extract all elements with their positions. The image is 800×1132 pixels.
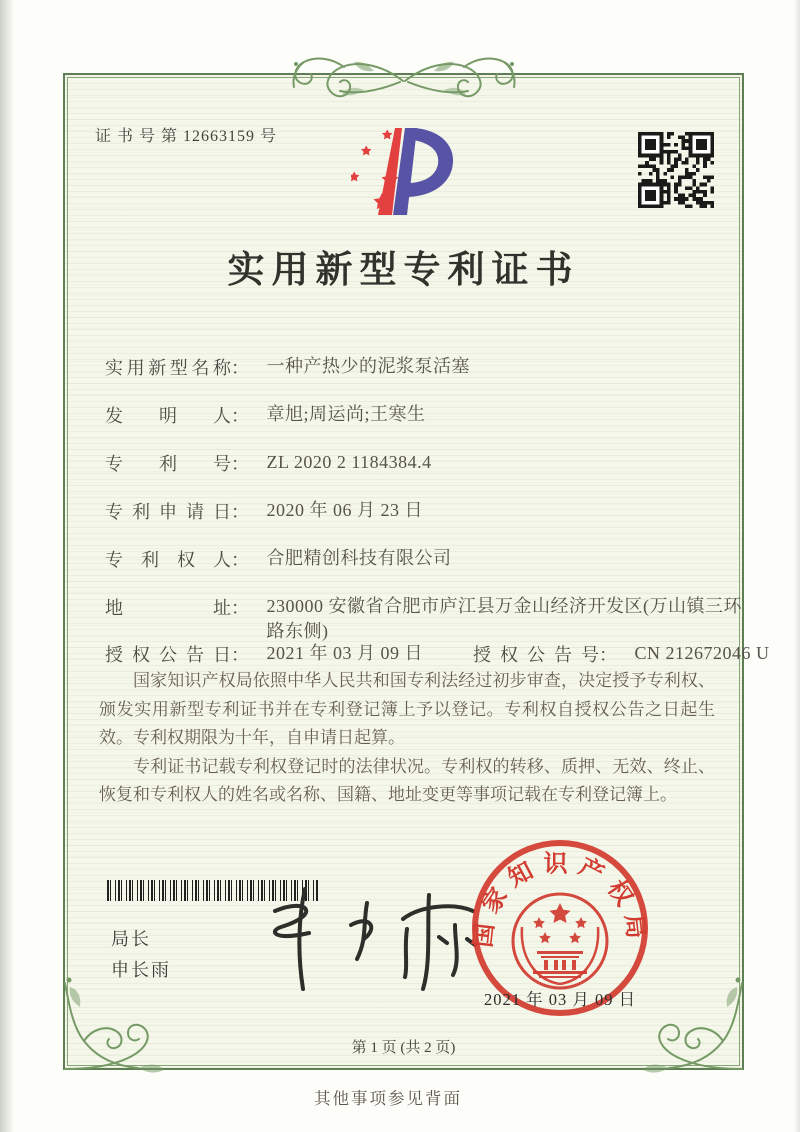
field-label: 实用新型名称: [105, 358, 231, 378]
back-note: 其他事项参见背面: [314, 1089, 462, 1108]
page-number: 第 1 页 (共 2 页): [351, 1040, 456, 1056]
field-row-patent-number: [105, 450, 432, 476]
certificate-number: 证 书 号 第 12663159 号: [95, 128, 278, 145]
field-label: 专利申请日: [105, 502, 231, 522]
field-row-grant-date: [105, 641, 770, 667]
field-grant-number: [473, 641, 770, 667]
qr-code-icon: [638, 132, 714, 208]
field-value: 章旭;周运尚;王寒生: [266, 404, 426, 424]
border-ornament-bottom-left-icon: [58, 977, 208, 1077]
svg-text:国家知识产权局: [470, 850, 651, 948]
seal-agency-text: 国家知识产权局: [470, 851, 650, 949]
field-label: 地址: [105, 598, 231, 618]
field-colon: ：: [231, 502, 249, 522]
field-row-patentee: [105, 546, 452, 572]
field-colon: ：: [599, 645, 617, 665]
seal-date: 2021 年 03 月 09 日: [483, 990, 637, 1009]
certificate-title: 实用新型专利证书: [227, 250, 580, 291]
legal-text: [99, 667, 715, 810]
field-label: 授权公告号: [473, 645, 599, 665]
field-row-address: [105, 594, 742, 644]
field-value: 2021 年 03 月 09 日: [266, 643, 423, 663]
signer-name: 申长雨: [111, 960, 171, 980]
field-colon: ：: [231, 598, 249, 618]
legal-paragraph-2: 专利证书记载专利权登记时的法律状况。专利权的转移、质押、无效、终止、恢复和专利权人的姓名或名称、国籍、地址变更等事项记载在专利登记簿上。: [99, 756, 715, 804]
cnipa-logo-icon: [351, 125, 463, 219]
handwritten-signature-icon: [217, 881, 499, 1003]
certificate-frame: [63, 73, 770, 1070]
field-colon: ：: [231, 406, 249, 426]
field-value: 2020 年 06 月 23 日: [266, 500, 423, 520]
border-ornament-top-icon: [287, 54, 521, 108]
field-value: ZL 2020 2 1184384.4: [266, 452, 432, 472]
field-row-inventors: [105, 402, 426, 428]
field-label: 发明人: [105, 406, 231, 426]
field-colon: ：: [231, 358, 249, 378]
legal-paragraph-1: 国家知识产权局依照中华人民共和国专利法经过初步审查，决定授予专利权、颁发实用新型专利证书并在专利登记簿上予以登记。专利权自授权公告之日起生效。专利权期限为十年，自申请日起算。: [99, 671, 715, 747]
signer-title: 局长: [111, 929, 151, 949]
field-value: CN 212672046 U: [634, 643, 770, 663]
field-label: 专利号: [105, 454, 231, 474]
field-value: 合肥精创科技有限公司: [266, 548, 452, 568]
field-value: 一种产热少的泥浆泵活塞: [266, 356, 470, 376]
field-colon: ：: [231, 550, 249, 570]
field-row-utility-model-name: [105, 354, 470, 380]
field-colon: ：: [231, 645, 249, 665]
field-label: 专利权人: [105, 550, 231, 570]
field-value: 230000 安徽省合肥市庐江县万金山经济开发区(万山镇三环路东侧): [266, 596, 742, 641]
field-label: 授权公告日: [105, 645, 231, 665]
field-colon: ：: [231, 454, 249, 474]
field-row-filing-date: [105, 498, 423, 524]
